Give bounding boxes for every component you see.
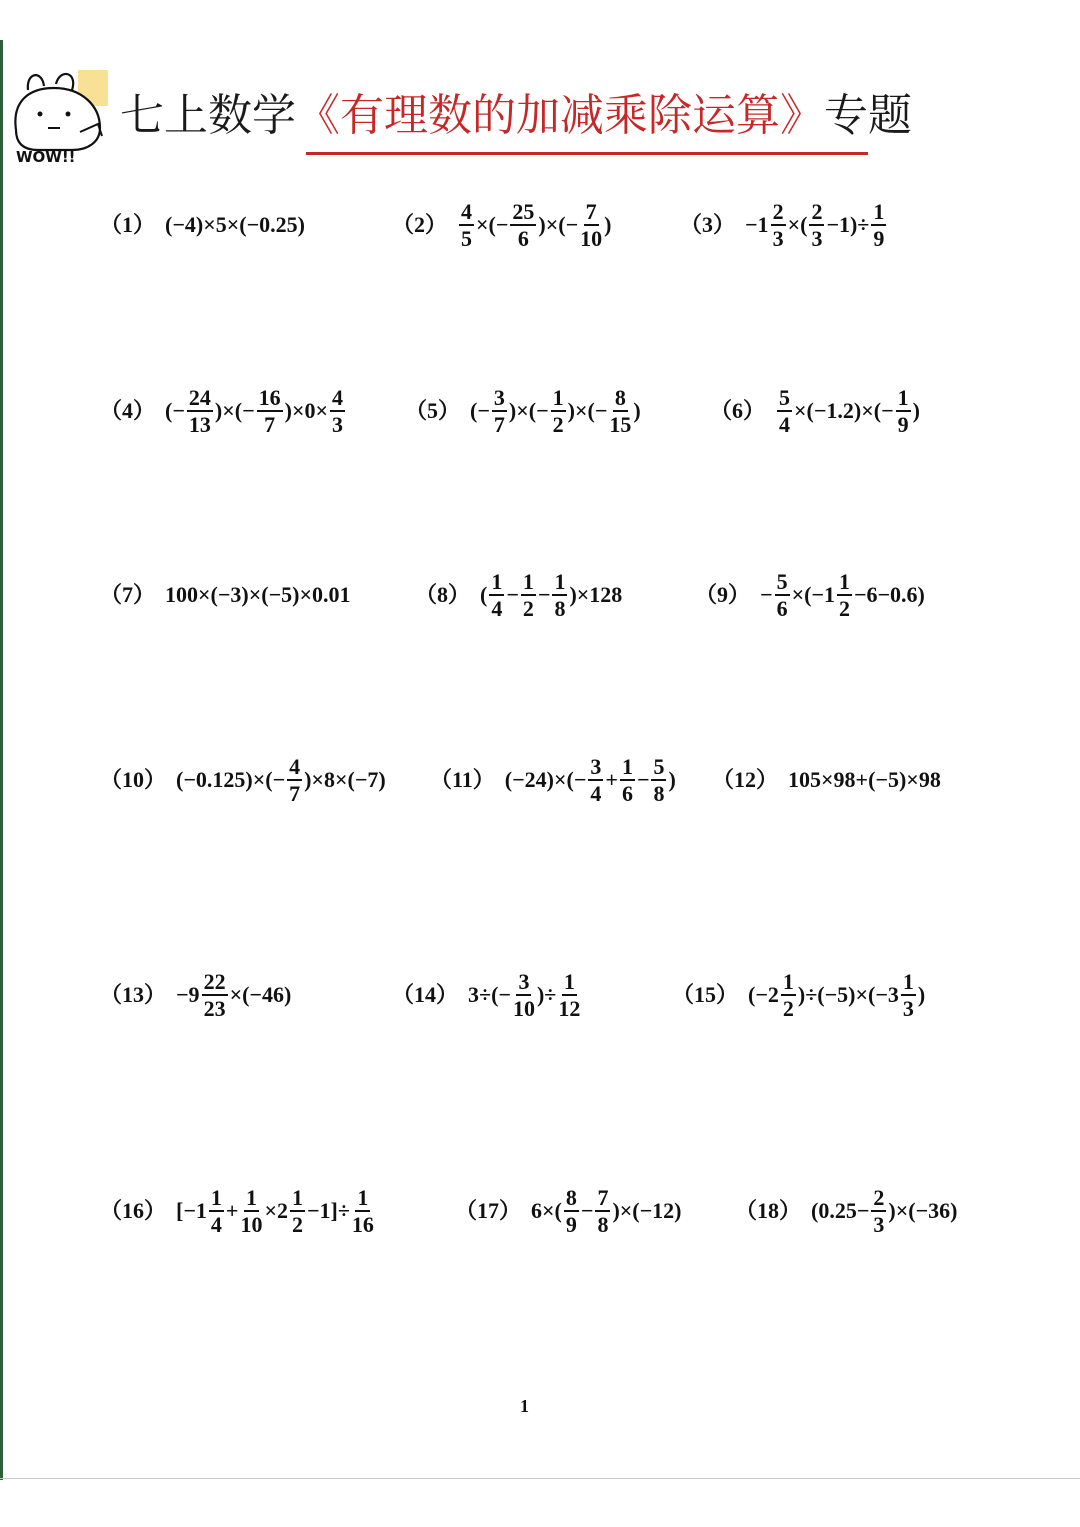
numerator: 1 (897, 384, 909, 410)
problem-expression (531, 1184, 682, 1237)
denominator: 7 (289, 780, 301, 806)
fraction (775, 568, 790, 621)
numerator: 3 (518, 968, 530, 994)
denominator: 8 (554, 595, 566, 621)
expression-text: −6−0.6) (853, 582, 925, 607)
problem-expression (748, 968, 926, 1021)
problem-4 (100, 376, 347, 446)
expression-text: − (537, 582, 551, 607)
fraction (512, 968, 535, 1021)
fraction (901, 968, 916, 1021)
fraction (187, 384, 213, 437)
denominator: 2 (552, 411, 564, 437)
problem-expression (775, 384, 920, 437)
fraction (551, 384, 566, 437)
problem-expression (788, 769, 941, 791)
fraction (595, 1184, 610, 1237)
expression-text: − (636, 767, 650, 792)
expression-text: − (506, 582, 519, 607)
denominator: 7 (493, 411, 505, 437)
fraction (492, 384, 507, 437)
denominator: 3 (332, 411, 344, 437)
denominator: 3 (811, 225, 823, 251)
problem-expression (176, 1184, 376, 1237)
problem-number: （8） (415, 582, 471, 607)
denominator: 13 (188, 411, 211, 437)
problem-number: （16） (100, 1198, 167, 1223)
expression-text: (−2 (748, 982, 779, 1007)
problem-number: （14） (392, 982, 459, 1007)
expression-text: − (580, 1198, 594, 1223)
expression-text: )×8×(−7) (304, 767, 386, 792)
numerator: 2 (811, 198, 823, 224)
denominator: 4 (779, 411, 791, 437)
expression-text: ) (633, 398, 641, 423)
denominator: 10 (512, 995, 535, 1021)
denominator: 6 (776, 595, 788, 621)
expression-text: )×(−36) (888, 1198, 958, 1223)
denominator: 3 (902, 995, 914, 1021)
expression-text: 105×98+(−5)×98 (788, 767, 941, 792)
numerator: 16 (258, 384, 281, 410)
problem-number: （15） (672, 982, 739, 1007)
denominator: 6 (621, 780, 633, 806)
expression-text: + (225, 1198, 239, 1223)
expression-text: 100×(−3)×(−5)×0.01 (165, 582, 351, 607)
numerator: 7 (597, 1184, 609, 1210)
numerator: 1 (552, 384, 564, 410)
expression-text: (−24)×(− (504, 767, 587, 792)
problem-expression (480, 568, 623, 621)
expression-text: )×(− (214, 398, 255, 423)
denominator: 23 (203, 995, 226, 1021)
denominator: 10 (580, 225, 603, 251)
problem-11 (430, 745, 676, 815)
denominator: 16 (351, 1211, 374, 1237)
denominator: 10 (240, 1211, 263, 1237)
fraction (209, 1184, 224, 1237)
problem-expression (468, 968, 582, 1021)
numerator: 1 (245, 1184, 257, 1210)
denominator: 5 (461, 225, 473, 251)
title-main: 《有理数的加减乘除运算》 (296, 90, 824, 141)
fraction (510, 198, 536, 251)
numerator: 4 (461, 198, 473, 224)
numerator: 2 (873, 1184, 885, 1210)
expression-text: )×128 (569, 582, 623, 607)
problem-3 (680, 190, 888, 260)
expression-text: ×(−1 (791, 582, 835, 607)
fraction (552, 568, 567, 621)
numerator: 1 (357, 1184, 369, 1210)
problem-18 (735, 1176, 957, 1246)
numerator: 5 (653, 753, 665, 779)
fraction (351, 1184, 374, 1237)
fraction (240, 1184, 263, 1237)
problem-expression (760, 568, 925, 621)
problem-expression (165, 584, 351, 606)
fraction (609, 384, 632, 437)
title-prefix: 七上数学 (120, 90, 296, 141)
fraction (871, 198, 886, 251)
problem-number: （1） (100, 212, 156, 237)
problem-expression (165, 214, 305, 236)
expression-text: [−1 (176, 1198, 207, 1223)
expression-text: )×(− (508, 398, 549, 423)
fraction (521, 568, 536, 621)
numerator: 4 (332, 384, 344, 410)
fraction (771, 198, 786, 251)
title-underline (306, 152, 868, 155)
numerator: 8 (565, 1184, 577, 1210)
problem-number: （17） (455, 1198, 522, 1223)
expression-text: −1 (745, 212, 769, 237)
problem-5 (405, 376, 641, 446)
expression-text: 3÷(− (468, 982, 511, 1007)
bottom-divider (0, 1478, 1080, 1479)
problem-12 (712, 745, 941, 815)
problem-number: （9） (695, 582, 751, 607)
denominator: 2 (291, 1211, 303, 1237)
expression-text: (− (165, 398, 185, 423)
numerator: 5 (776, 568, 788, 594)
numerator: 3 (493, 384, 505, 410)
problem-1 (100, 190, 305, 260)
numerator: 1 (491, 568, 503, 594)
fraction (290, 1184, 305, 1237)
numerator: 1 (838, 568, 850, 594)
denominator: 12 (558, 995, 581, 1021)
expression-text: )×(− (567, 398, 608, 423)
expression-text: ×(−46) (229, 982, 292, 1007)
numerator: 1 (873, 198, 885, 224)
fraction (202, 968, 228, 1021)
numerator: 4 (289, 753, 301, 779)
problem-expression (745, 198, 888, 251)
expression-text: (0.25− (811, 1198, 870, 1223)
expression-text: − (760, 582, 773, 607)
numerator: 5 (779, 384, 791, 410)
numerator: 24 (188, 384, 211, 410)
fraction (809, 198, 824, 251)
numerator: 3 (590, 753, 602, 779)
numerator: 1 (902, 968, 914, 994)
problem-number: （4） (100, 398, 156, 423)
numerator: 1 (554, 568, 566, 594)
numerator: 2 (772, 198, 784, 224)
problem-number: （7） (100, 582, 156, 607)
mascot-icon (8, 66, 112, 166)
expression-text: ×( (787, 212, 808, 237)
denominator: 2 (522, 595, 534, 621)
numerator: 7 (585, 198, 597, 224)
problem-2 (392, 190, 611, 260)
problem-number: （10） (100, 767, 167, 792)
fraction (564, 1184, 579, 1237)
problem-number: （11） (430, 767, 495, 792)
fraction (287, 753, 302, 806)
page-title (120, 90, 912, 141)
expression-text: )×0× (284, 398, 329, 423)
problem-expression (176, 968, 292, 1021)
expression-text: −1)÷ (826, 212, 870, 237)
fraction (781, 968, 796, 1021)
problem-number: （2） (392, 212, 448, 237)
fraction (257, 384, 283, 437)
expression-text: −9 (176, 982, 200, 1007)
numerator: 25 (512, 198, 535, 224)
expression-text: ) (604, 212, 612, 237)
fraction (896, 384, 911, 437)
problem-15 (672, 960, 925, 1030)
denominator: 4 (590, 780, 602, 806)
denominator: 9 (565, 1211, 577, 1237)
title-suffix: 专题 (824, 90, 912, 141)
problem-expression (165, 384, 347, 437)
problem-number: （6） (710, 398, 766, 423)
problem-expression (811, 1184, 958, 1237)
fraction (558, 968, 581, 1021)
problem-number: （5） (405, 398, 461, 423)
expression-text: ) (917, 982, 926, 1007)
denominator: 9 (897, 411, 909, 437)
denominator: 9 (873, 225, 885, 251)
expression-text: )×(−12) (612, 1198, 682, 1223)
expression-text: )×(− (538, 212, 579, 237)
expression-text: + (605, 767, 618, 792)
problem-number: （3） (680, 212, 736, 237)
problem-10 (100, 745, 386, 815)
problem-expression (457, 198, 612, 251)
fraction (580, 198, 603, 251)
expression-text: )÷(−5)×(−3 (797, 982, 899, 1007)
problem-8 (415, 560, 622, 630)
denominator: 3 (772, 225, 784, 251)
numerator: 1 (522, 568, 534, 594)
problem-expression (504, 753, 676, 806)
denominator: 6 (517, 225, 529, 251)
denominator: 15 (609, 411, 632, 437)
problem-expression (176, 753, 386, 806)
header (0, 60, 1080, 170)
fraction (588, 753, 603, 806)
problem-number: （12） (712, 767, 779, 792)
denominator: 3 (873, 1211, 885, 1237)
numerator: 22 (203, 968, 226, 994)
left-margin-bar (0, 40, 3, 1480)
numerator: 1 (782, 968, 794, 994)
svg-text:WOW!!: WOW!! (16, 148, 76, 166)
problem-14 (392, 960, 582, 1030)
expression-text: (−0.125)×(− (176, 767, 286, 792)
expression-text: (− (470, 398, 490, 423)
expression-text: −1]÷ (306, 1198, 350, 1223)
problem-13 (100, 960, 291, 1030)
problem-17 (455, 1176, 682, 1246)
expression-text: ) (668, 767, 676, 792)
fraction (777, 384, 792, 437)
problem-6 (710, 376, 920, 446)
problem-16 (100, 1176, 376, 1246)
fraction (620, 753, 635, 806)
fraction (871, 1184, 886, 1237)
denominator: 2 (838, 595, 850, 621)
fraction (489, 568, 504, 621)
denominator: 7 (264, 411, 276, 437)
page-number: 1 (520, 1396, 529, 1416)
expression-text: ×(−1.2)×(− (794, 398, 894, 423)
denominator: 2 (782, 995, 794, 1021)
numerator: 8 (614, 384, 626, 410)
fraction (837, 568, 852, 621)
problem-9 (695, 560, 925, 630)
fraction (651, 753, 666, 806)
denominator: 4 (210, 1211, 222, 1237)
expression-text: 6×( (531, 1198, 562, 1223)
numerator: 1 (210, 1184, 222, 1210)
expression-text: ×(− (476, 212, 509, 237)
expression-text: ( (480, 582, 488, 607)
fraction (330, 384, 345, 437)
denominator: 8 (653, 780, 665, 806)
problem-7 (100, 560, 351, 630)
problem-number: （18） (735, 1198, 802, 1223)
expression-text: (−4)×5×(−0.25) (165, 212, 305, 237)
problem-expression (470, 384, 641, 437)
denominator: 8 (597, 1211, 609, 1237)
numerator: 1 (291, 1184, 303, 1210)
expression-text: )÷ (536, 982, 557, 1007)
denominator: 4 (491, 595, 503, 621)
numerator: 1 (563, 968, 575, 994)
numerator: 1 (621, 753, 633, 779)
problem-number: （13） (100, 982, 167, 1007)
expression-text: ) (912, 398, 920, 423)
expression-text: ×2 (264, 1198, 288, 1223)
fraction (459, 198, 474, 251)
